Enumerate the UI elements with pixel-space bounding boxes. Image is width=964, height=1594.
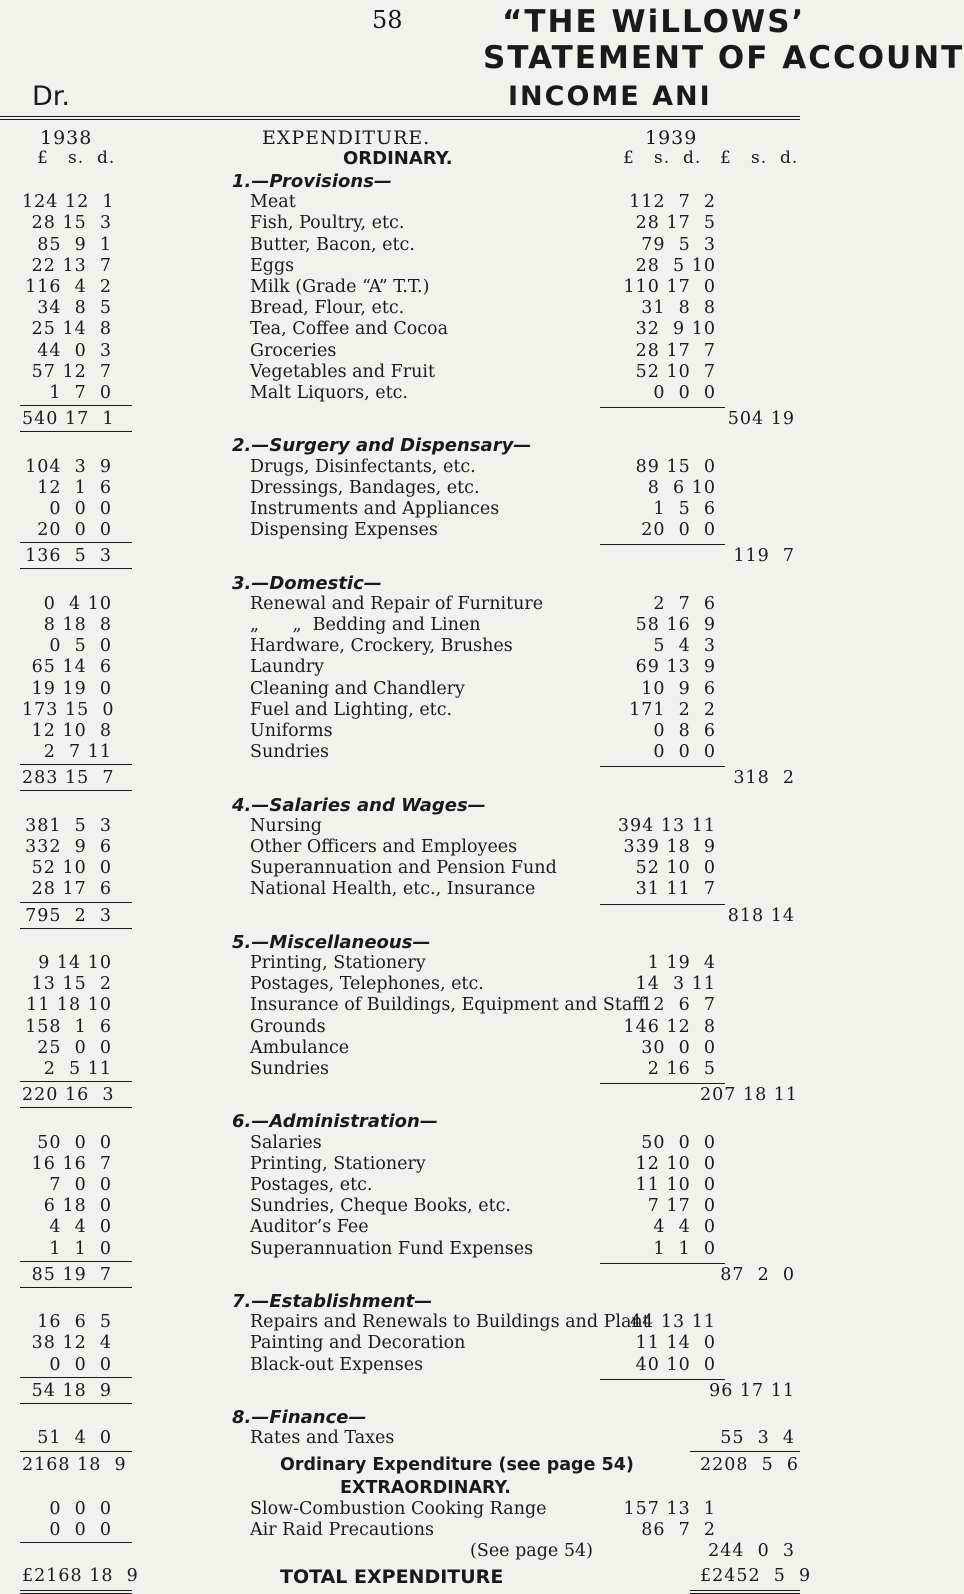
current-year-subtotal: 504 19 [727, 409, 795, 430]
subtotal-rule [20, 1377, 132, 1378]
table-row [0, 858, 800, 878]
year-prev: 1938 [40, 127, 93, 149]
current-year-subtotal: 87 2 0 [720, 1264, 795, 1285]
table-row [0, 679, 800, 699]
current-year-amount: 339 18 9 [623, 837, 716, 857]
table-row [0, 953, 800, 973]
subtotal-row [0, 906, 800, 926]
prev-year-amount: 158 1 6 [25, 1016, 112, 1037]
subtotal-rule [20, 790, 132, 791]
line-item-description: Sundries [250, 1059, 330, 1079]
section-title: 2.—Surgery and Dispensary— [232, 435, 532, 457]
line-item-description: Milk (Grade “A” T.T.) [250, 277, 430, 297]
subtotal-rule [20, 764, 132, 765]
current-year-amount: 157 13 1 [623, 1498, 716, 1519]
subtotal-row [0, 546, 800, 566]
current-year-amount: 171 2 2 [629, 699, 716, 720]
current-year-amount: 7 17 0 [647, 1196, 716, 1217]
table-row [0, 213, 800, 233]
current-year-amount: 0 0 0 [653, 742, 716, 763]
subtotal-row [0, 1381, 800, 1401]
subtotal-rule [600, 766, 725, 767]
prev-year-amount: 8 18 8 [43, 615, 112, 635]
line-item-description: Vegetables and Fruit [250, 361, 435, 382]
prev-year-amount: 16 16 7 [31, 1153, 112, 1174]
grand-total-label: TOTAL EXPENDITURE [280, 1566, 504, 1589]
table-row [0, 520, 800, 540]
subtotal-rule [20, 1403, 132, 1404]
current-year-amount: 1 1 0 [653, 1238, 716, 1259]
current-year-amount: 31 8 8 [641, 298, 716, 319]
subtotal-row [0, 1265, 800, 1285]
current-year-subtotal: 207 18 11 [700, 1085, 799, 1106]
table-row [0, 594, 800, 614]
table-row [0, 256, 800, 276]
prev-year-amount: 173 15 0 [22, 699, 115, 720]
table-row [0, 995, 800, 1015]
extraordinary-heading-row [0, 1478, 800, 1498]
line-item-description: Cleaning and Chandlery [250, 678, 465, 699]
prev-year-amount: 25 14 8 [31, 319, 112, 340]
line-item-description: „ „ Bedding and Linen [250, 615, 481, 635]
line-item-description: Meat [250, 192, 296, 213]
ordinary-total-row [0, 1455, 800, 1475]
section-heading-row [0, 435, 800, 455]
line-item-description: Rates and Taxes [250, 1428, 395, 1449]
current-year-ordinary-total: 2208 5 6 [700, 1455, 800, 1476]
line-item-description: Sundries, Cheque Books, etc. [250, 1196, 511, 1217]
current-year-amount: 28 5 10 [635, 255, 716, 276]
prev-year-grand-total: £2168 18 9 [22, 1566, 139, 1587]
subtotal-rule [20, 1451, 132, 1452]
ordinary-heading: ORDINARY. [343, 148, 453, 169]
current-year-amount: 28 17 7 [635, 340, 716, 361]
section-title: 4.—Salaries and Wages— [232, 794, 486, 816]
prev-year-amount: 1 7 0 [49, 383, 112, 403]
current-year-amount: 11 10 0 [635, 1175, 716, 1195]
prev-year-amount: 0 0 0 [49, 1498, 112, 1519]
prev-year-amount: 20 0 0 [37, 520, 112, 541]
table-row [0, 235, 800, 255]
prev-year-amount: 16 6 5 [37, 1312, 112, 1333]
line-item-description: Malt Liquors, etc. [250, 383, 408, 403]
prev-year-amount: 13 15 2 [31, 974, 112, 995]
line-item-description: Repairs and Renewals to Buildings and Plant [250, 1312, 650, 1333]
prev-year-subtotal: 283 15 7 [22, 768, 115, 789]
prev-year-amount: 28 15 3 [31, 213, 112, 234]
line-item-description: Butter, Bacon, etc. [250, 234, 415, 255]
prev-year-amount: 0 4 10 [43, 593, 112, 614]
line-item-description: Superannuation and Pension Fund [250, 858, 557, 879]
line-item-description: Salaries [250, 1132, 322, 1153]
table-row [0, 816, 800, 836]
section-title: 7.—Establishment— [232, 1291, 433, 1312]
table-row [0, 457, 800, 477]
current-year-amount: 32 9 10 [635, 319, 716, 340]
prev-year-amount: 44 0 3 [37, 340, 112, 361]
section-title: 6.—Administration— [232, 1111, 438, 1133]
year-current: 1939 [645, 127, 698, 149]
line-item-description: Nursing [250, 815, 322, 836]
current-year-amount: 5 4 3 [653, 636, 716, 657]
section-heading-row [0, 1291, 800, 1311]
line-item-description: Sundries [250, 742, 330, 763]
line-item-description: Instruments and Appliances [250, 499, 500, 519]
table-row [0, 636, 800, 656]
line-item-description: Groceries [250, 340, 337, 361]
prev-year-amount: 104 3 9 [25, 456, 112, 477]
subtotal-rule [20, 1261, 132, 1262]
table-row [0, 1217, 800, 1237]
line-item-description: Ambulance [250, 1037, 350, 1058]
subtotal-rule [20, 1107, 132, 1108]
prev-year-ordinary-total: 2168 18 9 [22, 1455, 127, 1476]
subtotal-rule [20, 542, 132, 543]
current-year-amount: 2 7 6 [653, 593, 716, 614]
line-item-description: Air Raid Precautions [250, 1520, 434, 1540]
table-row [0, 1038, 800, 1058]
prev-year-amount: 65 14 6 [31, 657, 112, 678]
page-number: 58 [372, 6, 403, 34]
extraordinary-total: 244 0 3 [708, 1541, 795, 1562]
prev-year-amount: 11 18 10 [26, 995, 112, 1016]
table-row [0, 192, 800, 212]
prev-year-amount: 4 4 0 [49, 1217, 112, 1238]
table-row [0, 1175, 800, 1195]
line-item-description: Slow-Combustion Cooking Range [250, 1498, 547, 1519]
current-year-amount: 79 5 3 [641, 234, 716, 255]
prev-year-amount: 9 14 10 [38, 953, 112, 973]
line-item-description: Tea, Coffee and Cocoa [250, 319, 449, 340]
line-item-description: Fish, Poultry, etc. [250, 213, 405, 234]
table-row [0, 742, 800, 762]
subtotal-rule [600, 1379, 725, 1380]
line-item-description: Dressings, Bandages, etc. [250, 477, 480, 498]
line-item-description: Postages, Telephones, etc. [250, 974, 484, 995]
subtotal-rule [20, 568, 132, 569]
subtotal-rule [600, 544, 725, 545]
table-row [0, 657, 800, 677]
table-row [0, 499, 800, 519]
line-item-description: Drugs, Disinfectants, etc. [250, 456, 476, 477]
table-row [0, 879, 800, 899]
current-year-amount: 12 10 0 [635, 1153, 716, 1174]
header-rule [0, 119, 800, 120]
prev-year-amount: 2 5 11 [43, 1059, 112, 1079]
prev-year-amount: 7 0 0 [49, 1175, 112, 1195]
prev-year-amount: 1 1 0 [49, 1238, 112, 1259]
current-year-grand-total: £2452 5 9 [700, 1566, 812, 1587]
subtotal-rule [690, 1451, 800, 1452]
prev-year-amount: 38 12 4 [31, 1333, 112, 1354]
extraordinary-total-row [0, 1541, 800, 1561]
prev-year-amount: 0 0 0 [49, 1520, 112, 1540]
prev-year-amount: 2 7 11 [43, 742, 112, 763]
section-heading-row [0, 795, 800, 815]
prev-year-subtotal: 795 2 3 [25, 905, 112, 926]
line-item-description: Bread, Flour, etc. [250, 298, 405, 319]
table-row [0, 1196, 800, 1216]
prev-year-subtotal: 85 19 7 [31, 1264, 112, 1285]
line-item-description: Renewal and Repair of Furniture [250, 593, 544, 614]
current-year-amount: 0 8 6 [653, 721, 716, 741]
prev-year-amount: 57 12 7 [31, 361, 112, 382]
table-row [0, 277, 800, 297]
subtotal-row [0, 1085, 800, 1105]
line-item-description: Postages, etc. [250, 1175, 373, 1195]
line-item-description: Painting and Decoration [250, 1333, 466, 1354]
line-item-description: Dispensing Expenses [250, 520, 438, 541]
subtotal-rule [600, 904, 725, 905]
prev-year-amount: 51 4 0 [37, 1428, 112, 1449]
extraordinary-heading: EXTRAORDINARY. [340, 1477, 511, 1498]
line-item-description: National Health, etc., Insurance [250, 879, 536, 900]
current-year-amount: 52 10 7 [635, 361, 716, 382]
line-item-description: Superannuation Fund Expenses [250, 1238, 534, 1259]
table-row [0, 615, 800, 635]
current-year-amount: 146 12 8 [623, 1016, 716, 1037]
subtotal-rule [600, 407, 725, 408]
table-row [0, 1333, 800, 1353]
prev-year-amount: 34 8 5 [37, 298, 112, 319]
subtotal-rule [600, 1083, 725, 1084]
table-row [0, 837, 800, 857]
grand-total-row [0, 1566, 812, 1589]
section-title: 5.—Miscellaneous— [232, 931, 431, 953]
section-heading: EXPENDITURE. [262, 127, 431, 149]
table-row [0, 1154, 800, 1174]
subtotal-rule [20, 902, 132, 903]
current-year-amount: 14 3 11 [635, 974, 716, 995]
table-row [0, 1499, 800, 1519]
table-row [0, 298, 800, 318]
current-year-amount: 89 15 0 [635, 456, 716, 477]
line-item-description: Insurance of Buildings, Equipment and Staff [250, 995, 645, 1016]
current-year-amount: 10 9 6 [641, 678, 716, 699]
section-heading-row [0, 171, 800, 191]
table-row [0, 700, 800, 720]
prev-year-amount: 19 19 0 [31, 678, 112, 699]
table-row [0, 341, 800, 361]
line-item-description: Auditor’s Fee [250, 1217, 369, 1238]
current-year-amount: 86 7 2 [641, 1520, 716, 1540]
prev-year-amount: 12 1 6 [37, 477, 112, 498]
section-title: 8.—Finance— [232, 1407, 367, 1428]
prev-year-subtotal: 136 5 3 [25, 546, 112, 567]
table-row [0, 974, 800, 994]
table-row [0, 383, 800, 403]
prev-year-subtotal: 54 18 9 [31, 1380, 112, 1401]
line-item-description: Black-out Expenses [250, 1354, 424, 1375]
prev-year-subtotal: 220 16 3 [22, 1085, 115, 1106]
current-year-subtotal: 55 3 4 [720, 1428, 795, 1449]
current-year-amount: 2 16 5 [647, 1059, 716, 1079]
section-heading-row [0, 573, 800, 593]
table-row [0, 1520, 800, 1540]
subtotal-row [0, 409, 800, 429]
grand-total-rule [20, 1590, 132, 1591]
current-year-amount: 20 0 0 [641, 520, 716, 541]
table-row [0, 1239, 800, 1259]
section-title: 3.—Domestic— [232, 572, 382, 594]
table-row [0, 1312, 800, 1332]
prev-year-amount: 0 0 0 [49, 1354, 112, 1375]
line-item-description: Other Officers and Employees [250, 837, 518, 857]
table-row [0, 1133, 800, 1153]
subtotal-row [0, 768, 800, 788]
current-year-subtotal: 119 7 [733, 546, 795, 567]
section-heading-row [0, 1407, 800, 1427]
current-year-amount: 44 13 11 [630, 1312, 716, 1333]
current-year-amount: 8 6 10 [647, 477, 716, 498]
subtotal-rule [20, 1287, 132, 1288]
current-year-subtotal: 96 17 11 [709, 1380, 795, 1401]
table-row [0, 1017, 800, 1037]
prev-year-amount: 52 10 0 [31, 858, 112, 879]
prev-year-amount: 12 10 8 [31, 721, 112, 741]
prev-year-amount: 116 4 2 [25, 277, 112, 297]
line-item-description: Printing, Stationery [250, 953, 426, 973]
current-year-amount: 12 6 7 [641, 995, 716, 1016]
subtotal-rule [20, 1081, 132, 1082]
line-item-description: Grounds [250, 1016, 326, 1037]
current-year-subtotal: 818 14 [727, 905, 795, 926]
document-subtitle: STATEMENT OF ACCOUNT [483, 40, 964, 76]
prev-year-subtotal: 540 17 1 [22, 409, 115, 430]
prev-year-amount: 28 17 6 [31, 879, 112, 900]
current-year-amount: 40 10 0 [635, 1354, 716, 1375]
current-year-amount: 4 4 0 [653, 1217, 716, 1238]
subtotal-rule [20, 405, 132, 406]
current-year-amount: 11 14 0 [635, 1333, 716, 1354]
current-year-amount: 69 13 9 [635, 657, 716, 678]
current-year-amount: 58 16 9 [635, 615, 716, 635]
table-row [0, 362, 800, 382]
subtotal-rule [20, 431, 132, 432]
section-heading-row [0, 1111, 800, 1131]
current-year-amount: 1 5 6 [653, 499, 716, 519]
line-item-description: Laundry [250, 657, 325, 678]
line-item-description: Uniforms [250, 721, 333, 741]
table-row [0, 1355, 800, 1375]
prev-year-amount: 124 12 1 [22, 192, 115, 213]
table-row [0, 478, 800, 498]
current-year-amount: 30 0 0 [641, 1037, 716, 1058]
document-title: “THE WiLLOWS’ [502, 4, 806, 40]
prev-year-amount: 25 0 0 [37, 1037, 112, 1058]
section-heading-row [0, 932, 800, 952]
line-item-description: Fuel and Lighting, etc. [250, 699, 453, 720]
subtotal-rule [20, 928, 132, 929]
current-year-amount: 112 7 2 [629, 192, 716, 213]
current-year-subtotal: 318 2 [733, 768, 795, 789]
currency-header-mid: £ s. d. [623, 148, 702, 168]
subtotal-rule [600, 1263, 725, 1264]
debit-label: Dr. [32, 81, 70, 112]
current-year-amount: 52 10 0 [635, 858, 716, 879]
current-year-amount: 50 0 0 [641, 1132, 716, 1153]
current-year-amount: 1 19 4 [647, 953, 716, 973]
line-item-description: Eggs [250, 255, 295, 276]
prev-year-amount: 85 9 1 [37, 234, 112, 255]
ordinary-total-label: Ordinary Expenditure (see page 54) [280, 1455, 634, 1476]
prev-year-amount: 6 18 0 [43, 1196, 112, 1217]
section-title: 1.—Provisions— [232, 171, 392, 192]
table-row [0, 721, 800, 741]
line-item-description: Hardware, Crockery, Brushes [250, 636, 513, 657]
grand-total-rule [690, 1590, 800, 1591]
prev-year-amount: 0 0 0 [49, 499, 112, 519]
header-rule [0, 116, 800, 117]
line-item-description: Printing, Stationery [250, 1153, 426, 1174]
currency-header-total: £ s. d. [720, 148, 799, 168]
prev-year-amount: 22 13 7 [31, 255, 112, 276]
current-year-amount: 110 17 0 [623, 277, 716, 297]
prev-year-amount: 50 0 0 [37, 1132, 112, 1153]
prev-year-amount: 381 5 3 [25, 815, 112, 836]
document-subtitle-2: INCOME ANI [508, 81, 712, 112]
table-row [0, 319, 800, 339]
current-year-amount: 0 0 0 [653, 383, 716, 403]
subtotal-row [0, 1428, 800, 1448]
current-year-amount: 394 13 11 [617, 815, 716, 836]
current-year-amount: 31 11 7 [635, 879, 716, 900]
table-row [0, 1059, 800, 1079]
prev-year-amount: 0 5 0 [49, 636, 112, 657]
current-year-amount: 28 17 5 [635, 213, 716, 234]
see-page-note: (See page 54) [470, 1541, 593, 1562]
currency-header-prev: £ s. d. [37, 148, 116, 168]
prev-year-amount: 332 9 6 [25, 837, 112, 857]
